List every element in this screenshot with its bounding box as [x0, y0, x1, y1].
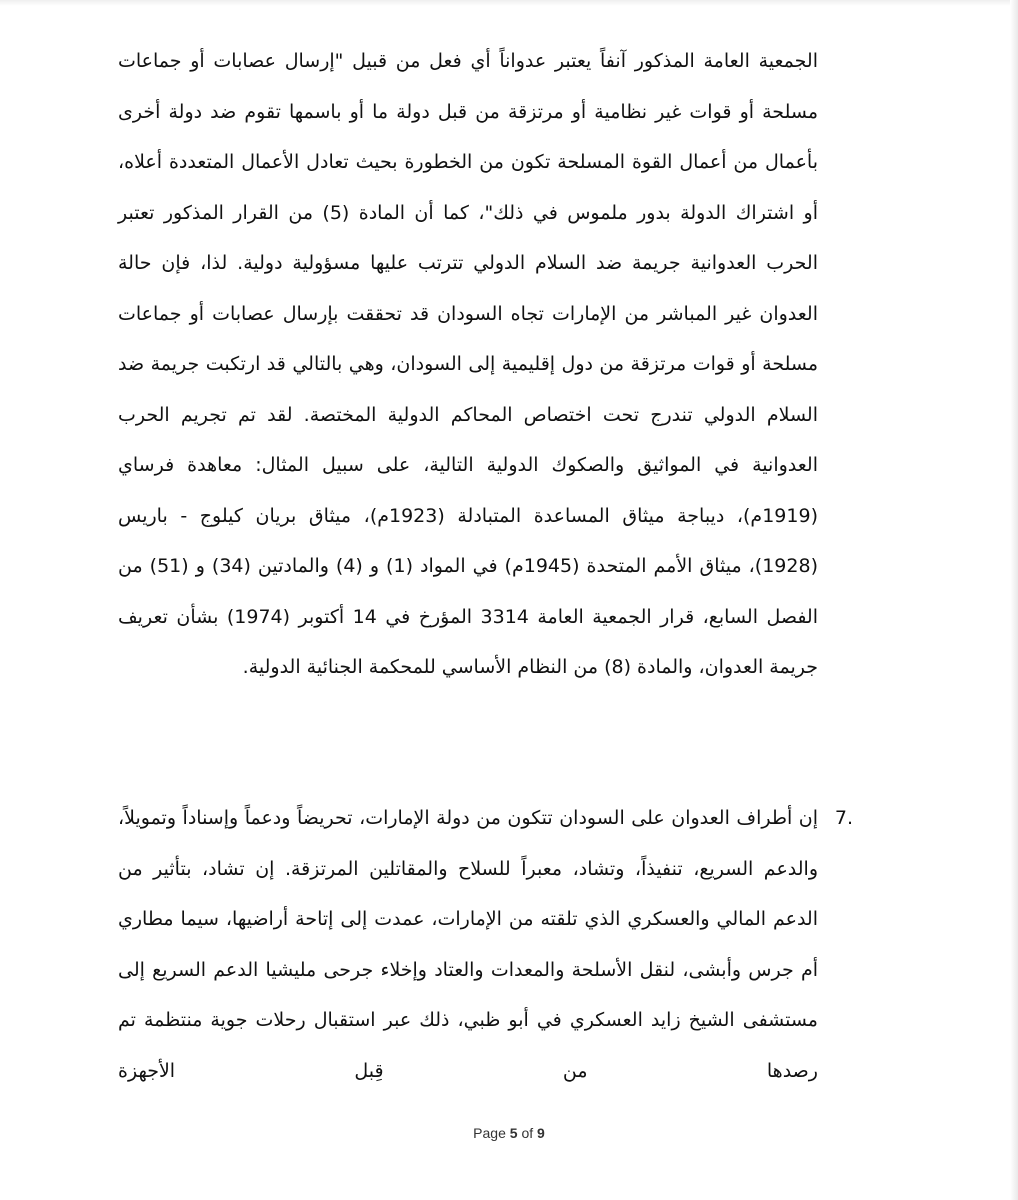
footer-total-pages: 9 [537, 1125, 545, 1141]
page-footer [0, 1125, 1018, 1141]
page-top-edge [0, 0, 1018, 6]
paragraph-body: الجمعية العامة المذكور آنفاً يعتبر عدواناً أي فعل من قبيل "إرسال عصابات أو جماعات مسلحة أو قوات غير نظامية أو مرتزقة من قبل دولة ما أو باسمها تقوم ضد دولة أخرى بأعمال من أعمال القوة المسلحة تكون من الخطورة بحيث تعادل الأعمال المتعددة أعلاه، أو اشتراك الدولة بدور ملموس في ذلك"، كما أن المادة (5) من القرار المذكور تعتبر الحرب العدوانية جريمة ضد السلام الدولي تترتب عليها مسؤولية دولية. لذا، فإن حالة العدوان غير المباشر من الإمارات تجاه السودان قد تحققت بإرسال عصابات أو جماعات مسلحة أو قوات مرتزقة من دول إقليمية إلى السودان، وهي بالتالي قد ارتكبت جريمة ضد السلام الدولي تندرج تحت اختصاص المحاكم الدولية المختصة. لقد تم تجريم الحرب العدوانية في المواثيق والصكوك الدولية التالية، على سبيل المثال: معاهدة فرساي (1919م)، ديباجة ميثاق المساعدة المتبادلة (1923م)، ميثاق بريان كيلوج - باريس (1928)، ميثاق الأمم المتحدة (1945م) في المواد (1) و (4) والمادتين (34) و (51) من الفصل السابع، قرار الجمعية العامة 3314 المؤرخ في 14 أكتوبر (1974) بشأن تعريف جريمة العدوان، والمادة (8) من النظام الأساسي للمحكمة الجنائية الدولية. [118, 50, 818, 678]
item-text: إن أطراف العدوان على السودان تتكون من دولة الإمارات، تحريضاً ودعماً وإسناداً وتمويلاً، والدعم السريع، تنفيذاً، وتشاد، معبراً للسلاح والمقاتلين المرتزقة. إن تشاد، بتأثير من الدعم المالي والعسكري الذي تلقته من الإمارات، عمدت إلى إتاحة أراضيها، سيما مطاري أم جرس وأبشى، لنقل الأسلحة والمعدات والعتاد وإخلاء جرحى مليشيا الدعم السريع إلى مستشفى الشيخ زايد العسكري في أبو ظبي، ذلك عبر استقبال رحلات جوية منتظمة تم رصدها من قِبل الأجهزة [118, 807, 818, 1082]
item-number: 7. [834, 807, 853, 829]
footer-page-label: Page [473, 1125, 506, 1141]
footer-current-page: 5 [509, 1125, 518, 1141]
page-right-edge [1010, 0, 1018, 1200]
footer-of-label: of [521, 1125, 534, 1141]
